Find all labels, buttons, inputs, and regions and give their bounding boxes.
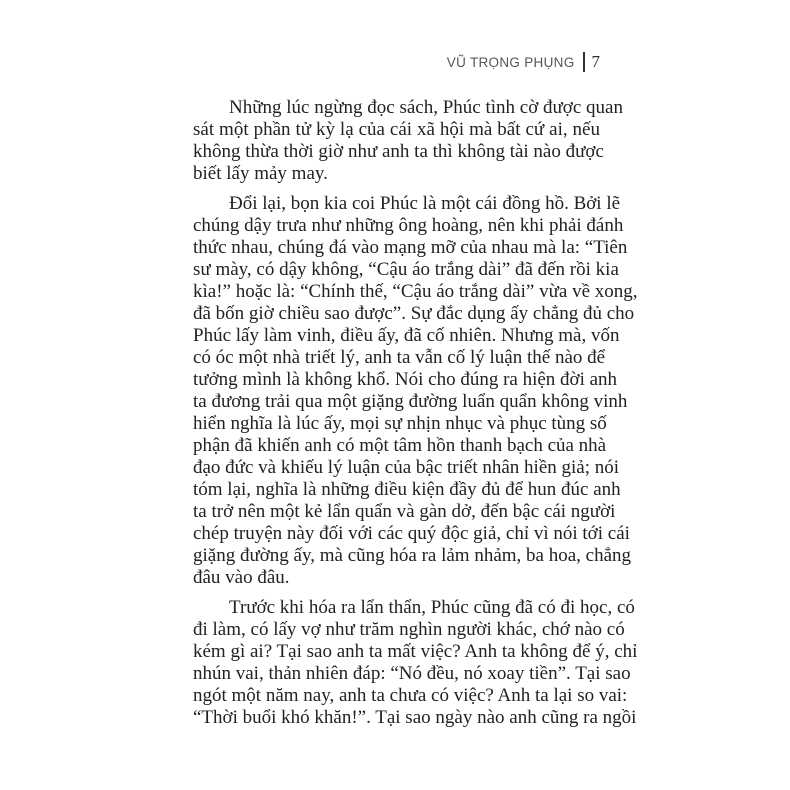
text-line: ta đương trải qua một giặng đường luẩn quẩn không vinh	[193, 391, 628, 412]
text-line: nhún vai, thản nhiên đáp: “Nó đều, nó xoay tiền”. Tại sao	[193, 663, 631, 684]
text-line: tóm lại, nghĩa là những điều kiện đầy đủ để hun đúc anh	[193, 479, 621, 500]
running-header	[447, 52, 600, 72]
text-line: “Thời buổi khó khăn!”. Tại sao ngày nào anh cũng ra ngồi	[193, 707, 637, 728]
text-line: thức nhau, chúng đá vào mạng mỡ của nhau mà la: “Tiên	[193, 237, 628, 258]
header-divider	[583, 52, 585, 72]
text-line: kém gì ai? Tại sao anh ta mất việc? Anh ta không để ý, chỉ	[193, 641, 638, 662]
text-line: giặng đường ấy, mà cũng hóa ra lảm nhảm, ba hoa, chẳng	[193, 545, 632, 566]
text-line: chép truyện này đối với các quý độc giả, chỉ vì nói tới cái	[193, 523, 630, 544]
paragraph	[193, 597, 638, 729]
paragraph	[193, 193, 638, 589]
text-line: chúng dậy trưa như những ông hoàng, nên khi phải đánh	[193, 215, 624, 236]
text-line: Những lúc ngừng đọc sách, Phúc tình cờ được quan	[229, 97, 623, 118]
text-line: Trước khi hóa ra lẩn thẩn, Phúc cũng đã có đi học, có	[229, 597, 635, 618]
text-line: không thừa thời giờ như anh ta thì không tài nào được	[193, 141, 604, 162]
page-number: 7	[591, 52, 600, 71]
header-author: VŨ TRỌNG PHỤNG	[446, 54, 575, 70]
text-line: đâu vào đâu.	[193, 567, 290, 588]
text-line: sư mày, có dậy không, “Cậu áo trắng dài” đã đến rồi kia	[193, 259, 619, 280]
text-line: đã bốn giờ chiều sao được”. Sự đắc dụng ấy chẳng đủ cho	[193, 303, 635, 324]
text-line: tưởng mình là không khổ. Nói cho đúng ra hiện đời anh	[193, 369, 618, 390]
text-line: Phúc lấy làm vinh, điều ấy, đã cố nhiên. Nhưng mà, vốn	[193, 325, 620, 346]
text-line: đạo đức và khiếu lý luận của bậc triết nhân hiền giả; nói	[193, 457, 620, 478]
text-line: biết lấy mảy may.	[193, 163, 328, 184]
text-line: phận đã khiến anh có một tâm hồn thanh bạch của nhà	[193, 435, 607, 456]
text-line: ta trở nên một kẻ lẩn quẩn và gàn dở, đến bậc cái người	[193, 501, 616, 522]
text-line: có óc một nhà triết lý, anh ta vẫn cố lý luận thế nào để	[193, 347, 606, 368]
text-line: ngót một năm nay, anh ta chưa có việc? Anh ta lại so vai:	[193, 685, 628, 706]
text-line: đi làm, có lấy vợ như trăm nghìn người khác, chớ nào có	[193, 619, 625, 640]
text-line: hiển nghĩa là lúc ấy, mọi sự nhịn nhục và phục tùng số	[193, 413, 607, 434]
text-line: kìa!” hoặc là: “Chính thế, “Cậu áo trắng dài” vừa về xong,	[193, 281, 638, 302]
text-line: sát một phần tử kỳ lạ của cái xã hội mà bất cứ ai, nếu	[193, 119, 600, 140]
text-line: Đổi lại, bọn kia coi Phúc là một cái đồng hồ. Bởi lẽ	[229, 193, 621, 214]
page-body	[193, 97, 638, 737]
paragraph	[193, 97, 623, 185]
